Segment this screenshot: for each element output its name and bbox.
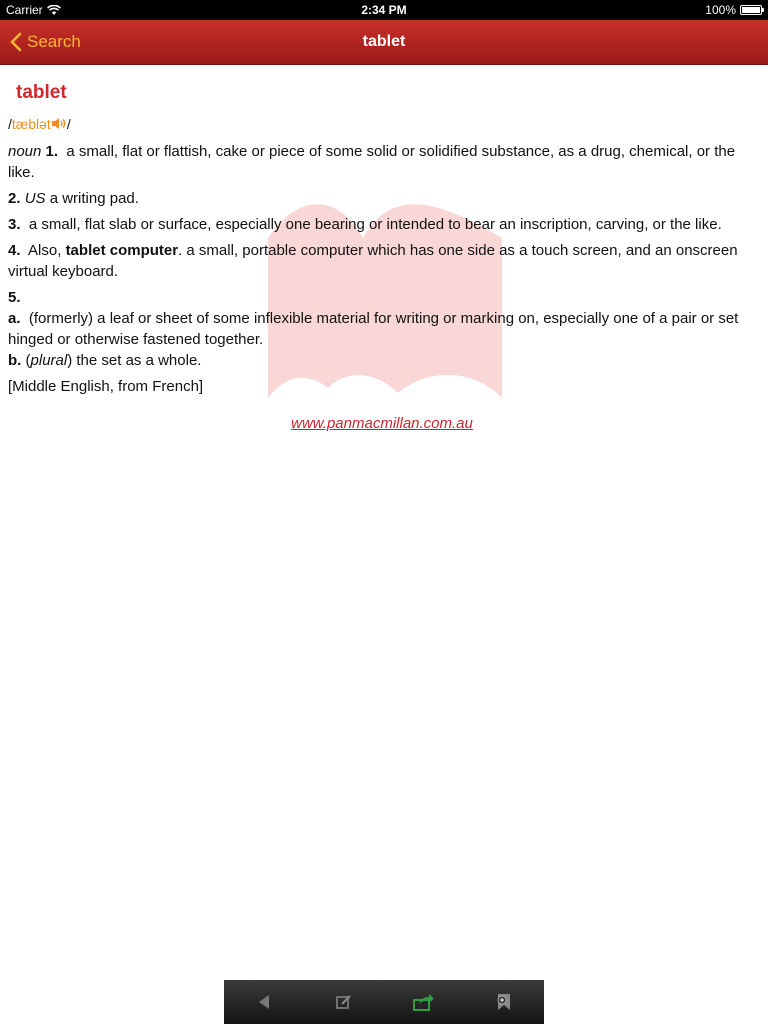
battery-status — [705, 3, 762, 17]
pronunciation-line — [8, 114, 756, 136]
sense-4-also: Also, — [28, 242, 62, 259]
etymology: [Middle English, from French] — [8, 378, 204, 395]
pronunciation-open-slash: / — [8, 116, 12, 132]
sense-5b-text: the set as a whole. — [76, 352, 202, 369]
sense-5a — [8, 308, 756, 350]
bookmark-add-icon[interactable] — [484, 984, 524, 1020]
sense-5b-close: ) — [67, 352, 73, 369]
back-button-label: Search — [27, 32, 81, 51]
sense-2-label: US — [24, 190, 46, 207]
sense-5b-label: b. — [8, 352, 22, 369]
publisher-link[interactable]: www.panmacmillan.com.au — [291, 415, 473, 432]
page-title: tablet — [362, 33, 406, 50]
sense-3-text: a small, flat slab or surface, especially one bearing or intended to bear an inscription, carving, or the like. — [28, 216, 722, 233]
sense-4-number: 4. — [8, 242, 21, 259]
sense-5a-text: (formerly) a leaf or sheet of some inflexible material for writing or marking on, especially one of a pair or set hinged or otherwise fastened together. — [8, 310, 739, 348]
part-of-speech: noun — [8, 143, 42, 160]
sense-5b-plural: plural — [30, 352, 68, 369]
pronunciation-text: tæblət — [11, 116, 51, 132]
battery-icon — [740, 5, 762, 15]
sense-5-number — [8, 287, 756, 308]
speaker-icon[interactable] — [51, 115, 67, 136]
status-bar — [0, 0, 768, 20]
edit-icon[interactable] — [324, 984, 364, 1020]
sense-5b-open: ( — [25, 352, 31, 369]
sense-4-term: tablet computer — [65, 242, 179, 259]
sense-5-number-label: 5. — [8, 289, 21, 306]
back-arrow-icon[interactable] — [244, 984, 284, 1020]
sense-2 — [8, 188, 756, 209]
navigation-bar — [0, 20, 768, 65]
sense-5b — [8, 350, 756, 371]
battery-percent: 100% — [705, 3, 736, 17]
sense-3 — [8, 214, 756, 235]
sense-2-number: 2. — [8, 190, 21, 207]
sense-3-number: 3. — [8, 216, 21, 233]
dictionary-entry — [8, 70, 756, 434]
status-time: 2:34 PM — [361, 3, 407, 17]
pronunciation-close-slash: / — [66, 116, 71, 132]
carrier-label: Carrier — [6, 3, 43, 17]
sense-1-text: a small, flat or flattish, cake or piece of some solid or solidified substance, as a drug, chemical, or the like. — [8, 143, 736, 181]
sense-2-text: a writing pad. — [49, 190, 139, 207]
sense-5a-label: a. — [8, 310, 21, 327]
publisher-link-row — [8, 413, 756, 434]
bottom-toolbar — [224, 980, 544, 1024]
entry-headword: tablet — [16, 82, 67, 103]
sense-1-number: 1. — [45, 143, 59, 160]
sense-4 — [8, 240, 756, 282]
share-icon[interactable] — [404, 984, 444, 1020]
sense-1 — [8, 141, 756, 183]
sense-4-text: . a small, portable computer which has one side as a touch screen, and an onscreen virtual keyboard. — [8, 242, 738, 280]
